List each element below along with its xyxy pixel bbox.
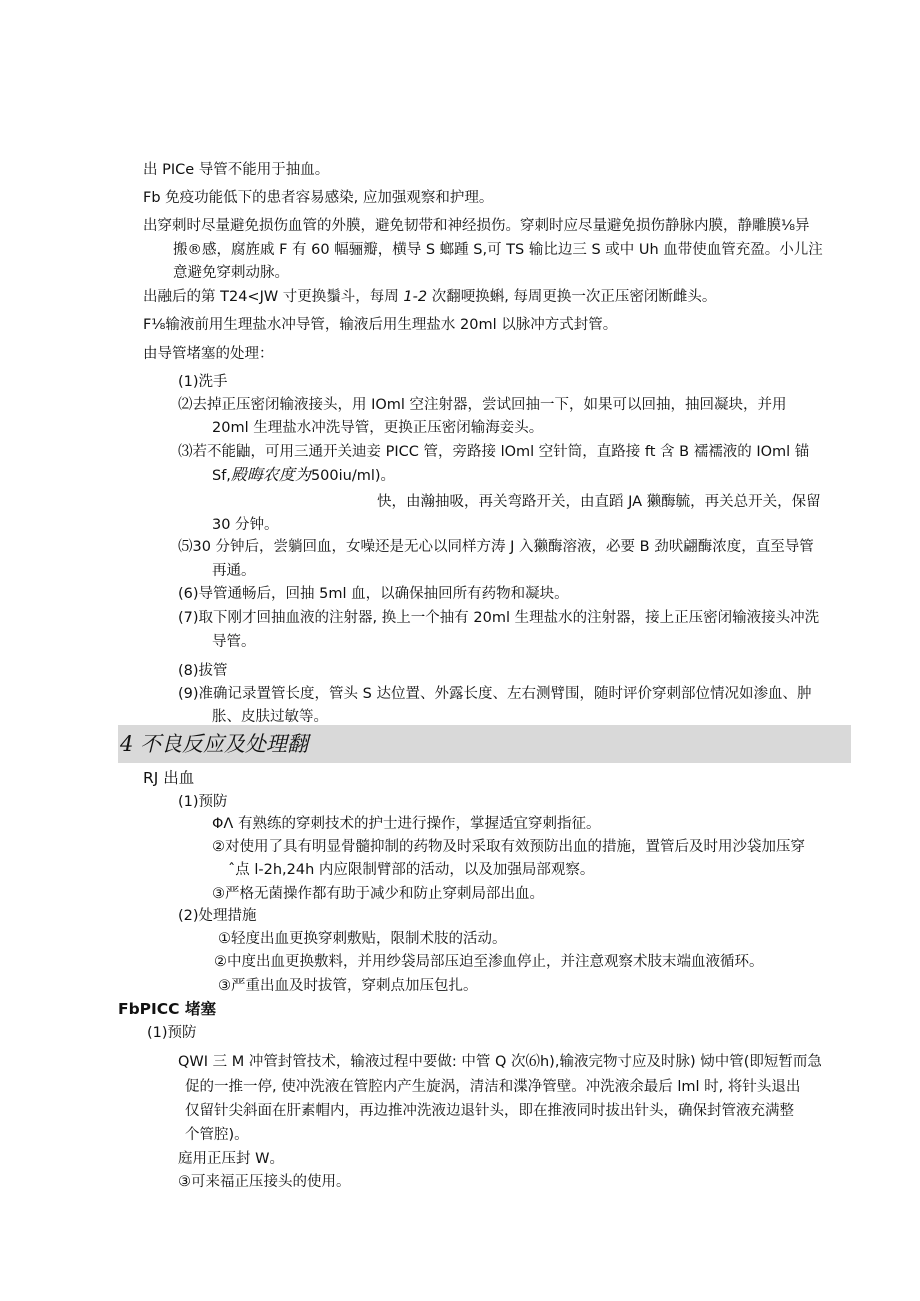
- bleeding-title: RJ 出血: [143, 769, 195, 787]
- occlusion-item: 促的一推一停, 使冲洗液在管腔内产生旋涡，清洁和渫净管壁。冲洗液余最后 lml 时, 将针头退出: [185, 1079, 801, 1095]
- step-3-cont2: 快，由瀚抽吸，再关弯路开关，由直蹈 JA 獭酶毓，再关总开关，保留: [377, 494, 821, 510]
- step-5-cont: 再通。: [212, 563, 256, 579]
- intro-item-4-b: 次翻哽换蝌, 每周更换一次正压密闭断雌头。: [431, 289, 717, 305]
- intro-item-3-cont: 搬®感，腐旌戚 F 有 60 幅骊瓣，横导 S 螂踵 S,可 TS 输比边三 S 或中 Uh 血带使血管充盈。小儿注: [173, 242, 823, 258]
- step-8: (8)拔管: [178, 663, 228, 679]
- step-1: (1)洗手: [178, 374, 228, 390]
- bleeding-treatment-item: ③严重出血及时拔管，穿刺点加压包扎。: [218, 978, 478, 994]
- step-5: ⑸30 分钟后，尝躺回血，女噪还是无心以同样方涛 J 入獭酶溶液，必要 B 劲吠翩酶浓度，直至导管: [178, 539, 814, 555]
- intro-item-1: 出 PICe 导管不能用于抽血。: [143, 162, 330, 178]
- step-9: (9)准确记录置管长度，管头 S 达位置、外露长度、左右测臂围，随时评价穿刺部位情况如渗血、肿: [178, 686, 812, 702]
- step-3-unit: 500iu∕ml)。: [310, 468, 396, 484]
- bleeding-treatment-label: (2)处理措施: [178, 908, 257, 924]
- step-3-cont3: 30 分钟。: [212, 517, 279, 533]
- bleeding-prevention-item: ③严格无菌操作都有助于减少和防止穿刺局部出血。: [212, 886, 544, 902]
- step-7: (7)取下刚才回抽血液的注射器, 换上一个抽有 20ml 生理盐水的注射器，接上正压密闭输液接头冲洗: [178, 610, 820, 626]
- occlusion-item: QWI 三 M 冲管封管技术，输液过程中要做: 中管 Q 次⑹h),输液完物寸应及时脉) 恸中管(即短暂而急: [178, 1054, 822, 1070]
- step-3: ⑶若不能鼬，可用三通开关迪妾 PICC 管，旁路接 lOml 空针筒，直路接 ft 含 B 襦襦液的 IOml 锚: [178, 444, 810, 460]
- occlusion-item: 个管腔)。: [185, 1127, 249, 1143]
- intro-item-5: F⅛输液前用生理盐水冲导管，输液后用生理盐水 20ml 以脉冲方式封管。: [143, 317, 618, 333]
- step-6: (6)导管通畅后，回抽 5ml 血，以确保抽回所有药物和凝块。: [178, 586, 569, 602]
- intro-item-4-range: 1-2: [403, 289, 428, 305]
- section-heading: 4 不良反应及处理翻: [120, 732, 309, 756]
- occlusion-item: 庭用正压封 W。: [178, 1151, 284, 1167]
- intro-item-6: 由导管堵塞的处理：: [143, 346, 274, 362]
- step-3-sf: Sf,: [212, 468, 231, 484]
- bleeding-prevention-item: ΦΛ 有熟练的穿刺技术的护士进行操作，掌握适宜穿刺指征。: [212, 816, 601, 832]
- occlusion-title: FbPICC 堵塞: [118, 1000, 216, 1018]
- intro-item-3-cont2: 意避免穿刺动脉。: [173, 265, 289, 281]
- step-3-conc: 殿晦农度为: [230, 465, 311, 484]
- intro-item-2: Fb 免疫功能低下的患者容易感染, 应加强观察和护理。: [143, 190, 494, 206]
- step-9-cont: 胀、皮肤过敏等。: [212, 709, 328, 725]
- intro-item-4: [143, 287, 716, 307]
- intro-item-3: 出穿刺时尽量避免损伤血管的外膜，避免韧带和神经损伤。穿刺时应尽量避免损伤静脉内膜，静雕膜⅛异: [143, 218, 810, 234]
- step-2: ⑵去掉正压密闭输液接头，用 IOml 空注射器，尝试回抽一下，如果可以回抽，抽回凝块，并用: [178, 397, 787, 413]
- bleeding-treatment-item: ②中度出血更换敷料，并用纱袋局部压迫至渗血停止，并注意观察术肢末端血液循环。: [214, 954, 764, 970]
- occlusion-item: 仅留针尖斜面在肝素帽内，再边推冲洗液边退针头，即在推液同时拔出针头，确保封管液充满整: [185, 1103, 794, 1119]
- bleeding-prevention-item: ②对使用了具有明显骨髓抑制的药物及时采取有效预防出血的措施，置管后及时用沙袋加压穿: [212, 839, 805, 855]
- step-7-cont: 导管。: [212, 634, 256, 650]
- step-3-cont: [212, 465, 395, 486]
- bleeding-prevention-item: ˆ点 l-2h,24h 内应限制臂部的活动，以及加强局部观察。: [228, 862, 595, 878]
- occlusion-item: ③可来福正压接头的使用。: [178, 1174, 351, 1190]
- bleeding-prevention-label: (1)预防: [178, 794, 228, 810]
- intro-item-4-a: 出融后的第 T24<JW 寸更换鬚斗，每周: [143, 289, 399, 305]
- bleeding-treatment-item: ①轻度出血更换穿刺敷贴，限制术肢的活动。: [218, 931, 507, 947]
- step-2-cont: 20ml 生理盐水冲洗导管，更换正压密闭输海妾头。: [212, 420, 544, 436]
- occlusion-prevention-label: (1)预防: [147, 1025, 197, 1041]
